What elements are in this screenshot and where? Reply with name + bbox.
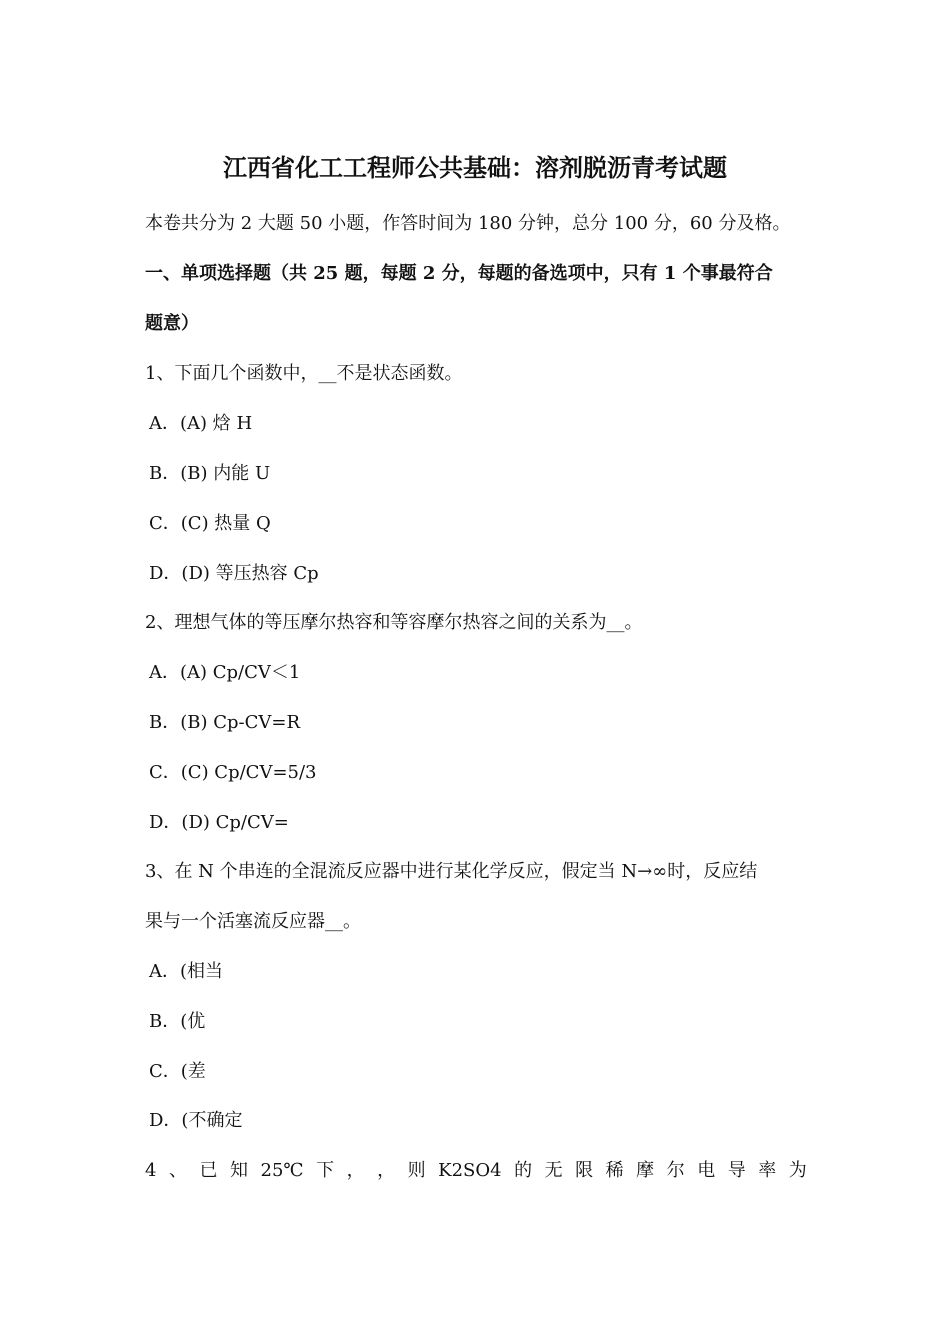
q4-token: 电 [697,1160,716,1181]
q4-token: 摩 [636,1160,655,1181]
q4-token: 率 [758,1160,777,1181]
q4-token: 25℃ [260,1160,304,1181]
document-title: 江西省化工工程师公共基础：溶剂脱沥青考试题 [223,153,727,182]
question-4-stem [145,1156,807,1186]
question-2-option-c: C．(C) Cp/CV=5/3 [149,762,317,783]
q4-token: ， [346,1160,365,1181]
section-heading-line-1: 一、单项选择题（共 25 题，每题 2 分，每题的备选项中，只有 1 个事最符合 [145,263,773,284]
question-3-option-c: C．(差 [149,1061,206,1082]
question-1-option-b: B．(B) 内能 U [149,463,271,484]
question-3-option-a: A．(相当 [149,961,224,982]
exam-intro: 本卷共分为 2 大题 50 小题，作答时间为 180 分钟，总分 100 分，60 分及格。 [145,213,791,234]
question-2-option-d: D．(D) Cp/CV= [149,812,289,833]
q4-token: 为 [788,1160,807,1181]
question-3-stem-line-1: 3、在 N 个串连的全混流反应器中进行某化学反应，假定当 N→∞时，反应结 [145,861,758,882]
q4-token: 尔 [666,1160,685,1181]
q4-token: 知 [230,1160,248,1181]
q4-token: K2SO4 [438,1160,502,1181]
question-3-option-b: B．(优 [149,1011,206,1032]
question-3-option-d: D．(不确定 [149,1110,243,1131]
question-1-option-d: D．(D) 等压热容 Cp [149,563,319,584]
question-2-option-a: A．(A) Cp/CV＜1 [149,662,301,683]
question-1-option-a: A．(A) 焓 H [149,413,253,434]
question-2-stem: 2、理想气体的等压摩尔热容和等容摩尔热容之间的关系为__。 [145,612,643,633]
q4-token: 限 [575,1160,594,1181]
q4-token: 导 [727,1160,746,1181]
section-heading-line-2: 题意） [145,313,199,334]
q4-token: 的 [514,1160,533,1181]
q4-token: ， [377,1160,396,1181]
question-1-option-c: C．(C) 热量 Q [149,513,271,534]
q4-token: 下 [316,1160,335,1181]
q4-token: 稀 [605,1160,624,1181]
q4-token: 无 [544,1160,563,1181]
q4-token: 、 [168,1160,187,1181]
q4-token: 则 [407,1160,426,1181]
q4-token: 已 [199,1160,218,1181]
question-1-stem: 1、下面几个函数中，__不是状态函数。 [145,363,463,384]
q4-token: 4 [145,1160,157,1181]
question-3-stem-line-2: 果与一个活塞流反应器__。 [145,911,361,932]
question-2-option-b: B．(B) Cp-CV=R [149,712,301,733]
